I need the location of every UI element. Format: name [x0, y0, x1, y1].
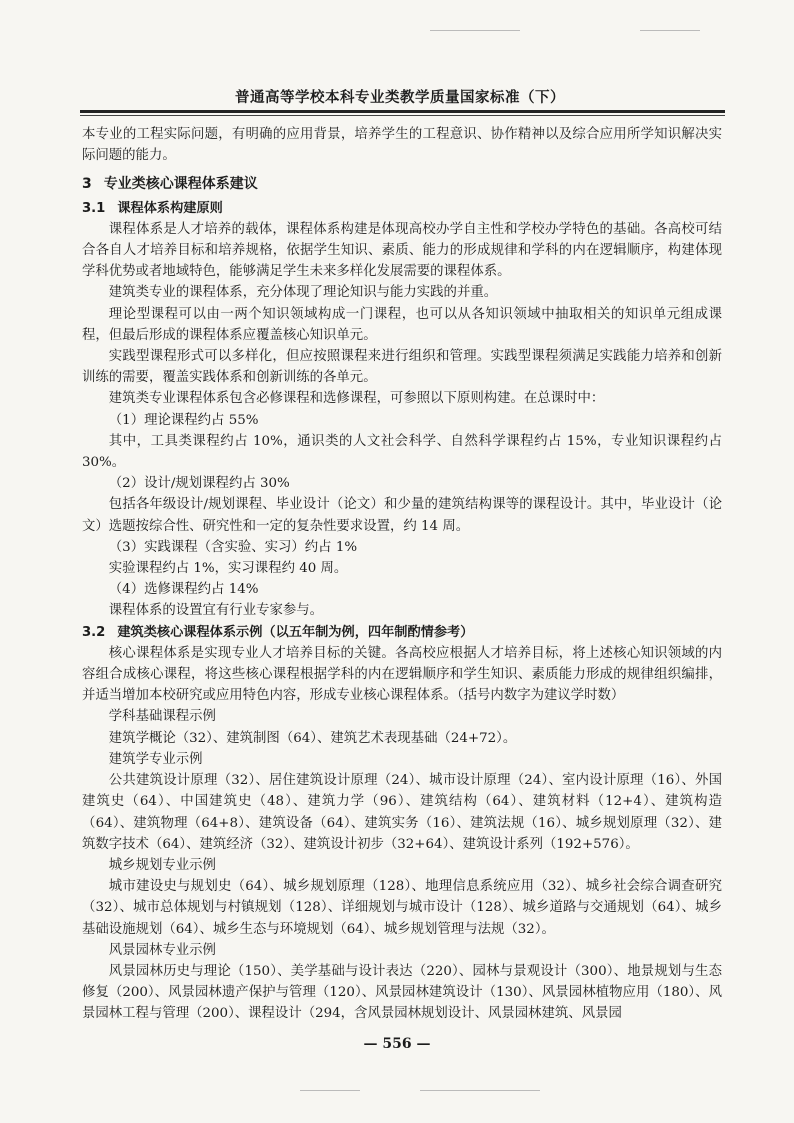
paragraph: 本专业的工程实际问题，有明确的应用背景，培养学生的工程意识、协作精神以及综合应用所学知识解决实际问题的能力。 [82, 127, 722, 164]
paragraph: （1）理论课程约占 55% [108, 412, 259, 428]
running-header: 普通高等学校本科专业类教学质量国家标准（下） [235, 90, 565, 106]
heading-number: 3.1 [82, 200, 106, 216]
paragraph: 风景园林历史与理论（150）、美学基础与设计表达（220）、园林与景观设计（300）、地景规划与生态修复（200）、风景园林遗产保护与管理（120）、风景园林建筑设计（130）、风景园林植物应用（180）、风景园林工程与管理（200）、课程设计（294，含风景园林规划设计、风景园林建筑、风景园 [82, 963, 722, 1022]
subsection-heading [82, 198, 722, 219]
paragraph: 城乡规划专业示例 [108, 857, 216, 873]
header-rule-thin [80, 115, 725, 116]
paragraph: 建筑学概论（32）、建筑制图（64）、建筑艺术表现基础（24+72）。 [108, 730, 517, 746]
scan-artifact [640, 30, 700, 31]
heading-text: 建筑类核心课程体系示例（以五年制为例，四年制酌情参考） [117, 624, 474, 640]
paragraph: 核心课程体系是实现专业人才培养目标的关键。各高校应根据人才培养目标，将上述核心知识领域的内容组合成核心课程，将这些核心课程根据学科的内在逻辑顺序和学生知识、素质能力形成的规律组织编排，并适当增加本校研究或应用特色内容，形成专业核心课程体系。（括号内数字为建议学时数） [82, 645, 722, 704]
paragraph: 课程体系是人才培养的载体，课程体系构建是体现高校办学自主性和学校办学特色的基础。各高校可结合各自人才培养目标和培养规格，依据学生知识、素质、能力的形成规律和学科的内在逻辑顺序，构建体现学科优势或者地域特色，能够满足学生未来多样化发展需要的课程体系。 [82, 221, 722, 280]
paragraph: 建筑学专业示例 [108, 751, 203, 767]
paragraph: （4）选修课程约占 14% [108, 582, 259, 598]
heading-text: 课程体系构建原则 [117, 200, 223, 216]
scan-artifact [420, 1090, 540, 1091]
paragraph: （3）实践课程（含实验、实习）约占 1% [108, 539, 358, 555]
paragraph: 建筑类专业的课程体系，充分体现了理论知识与能力实践的并重。 [108, 285, 498, 301]
heading-number: 3.2 [82, 624, 106, 640]
section-heading [82, 174, 722, 195]
scan-artifact [300, 1090, 360, 1091]
paragraph: 实验课程约占 1%，实习课程约 40 周。 [108, 561, 348, 577]
paragraph: 理论型课程可以由一两个知识领域构成一门课程，也可以从各知识领域中抽取相关的知识单元组成课程，但最后形成的课程体系应覆盖核心知识单元。 [82, 306, 722, 343]
paragraph: 风景园林专业示例 [108, 942, 216, 958]
paragraph: 城市建设史与规划史（64）、城乡规划原理（128）、地理信息系统应用（32）、城乡社会综合调查研究（32）、城市总体规划与村镇规划（128）、详细规划与城市设计（128）、城乡道路与交通规划（64）、城乡基础设施规划（64）、城乡生态与环境规划（64）、城乡规划管理与法规（32）。 [82, 879, 722, 937]
paragraph: 其中，工具类课程约占 10%，通识类的人文社会科学、自然科学课程约占 15%，专业知识课程约占 30%。 [82, 433, 722, 471]
heading-number: 3 [82, 176, 92, 193]
paragraph: 公共建筑设计原理（32）、居住建筑设计原理（24）、城市设计原理（24）、室内设计原理（16）、外国建筑史（64）、中国建筑史（48）、建筑力学（96）、建筑结构（64）、建筑材料（12+4）、建筑构造（64）、建筑物理（64+8）、建筑设备（64）、建筑实务（16）、建筑法规（16）、城乡规划原理（32）、建筑数字技术（64）、建筑经济（32）、建筑设计初步（32+64）、建筑设计系列（192+576）。 [82, 773, 722, 852]
paragraph: 实践型课程形式可以多样化，但应按照课程来进行组织和管理。实践型课程须满足实践能力培养和创新训练的需要，覆盖实践体系和创新训练的各单元。 [82, 349, 722, 386]
paragraph: 建筑类专业课程体系包含必修课程和选修课程，可参照以下原则构建。在总课时中： [108, 391, 605, 407]
paragraph: 学科基础课程示例 [108, 709, 216, 725]
paragraph: 包括各年级设计/规划课程、毕业设计（论文）和少量的建筑结构课等的课程设计。其中，毕业设计（论文）选题按综合性、研究性和一定的复杂性要求设置，约 14 周。 [82, 497, 722, 534]
header-rule [80, 110, 725, 113]
paragraph: （2）设计/规划课程约占 30% [108, 476, 290, 492]
body-text [82, 124, 722, 1025]
page-number: — 556 — [363, 1036, 431, 1052]
subsection-heading [82, 622, 722, 643]
scan-artifact [430, 30, 520, 31]
heading-text: 专业类核心课程体系建议 [103, 176, 258, 193]
paragraph: 课程体系的设置宜有行业专家参与。 [108, 603, 324, 619]
